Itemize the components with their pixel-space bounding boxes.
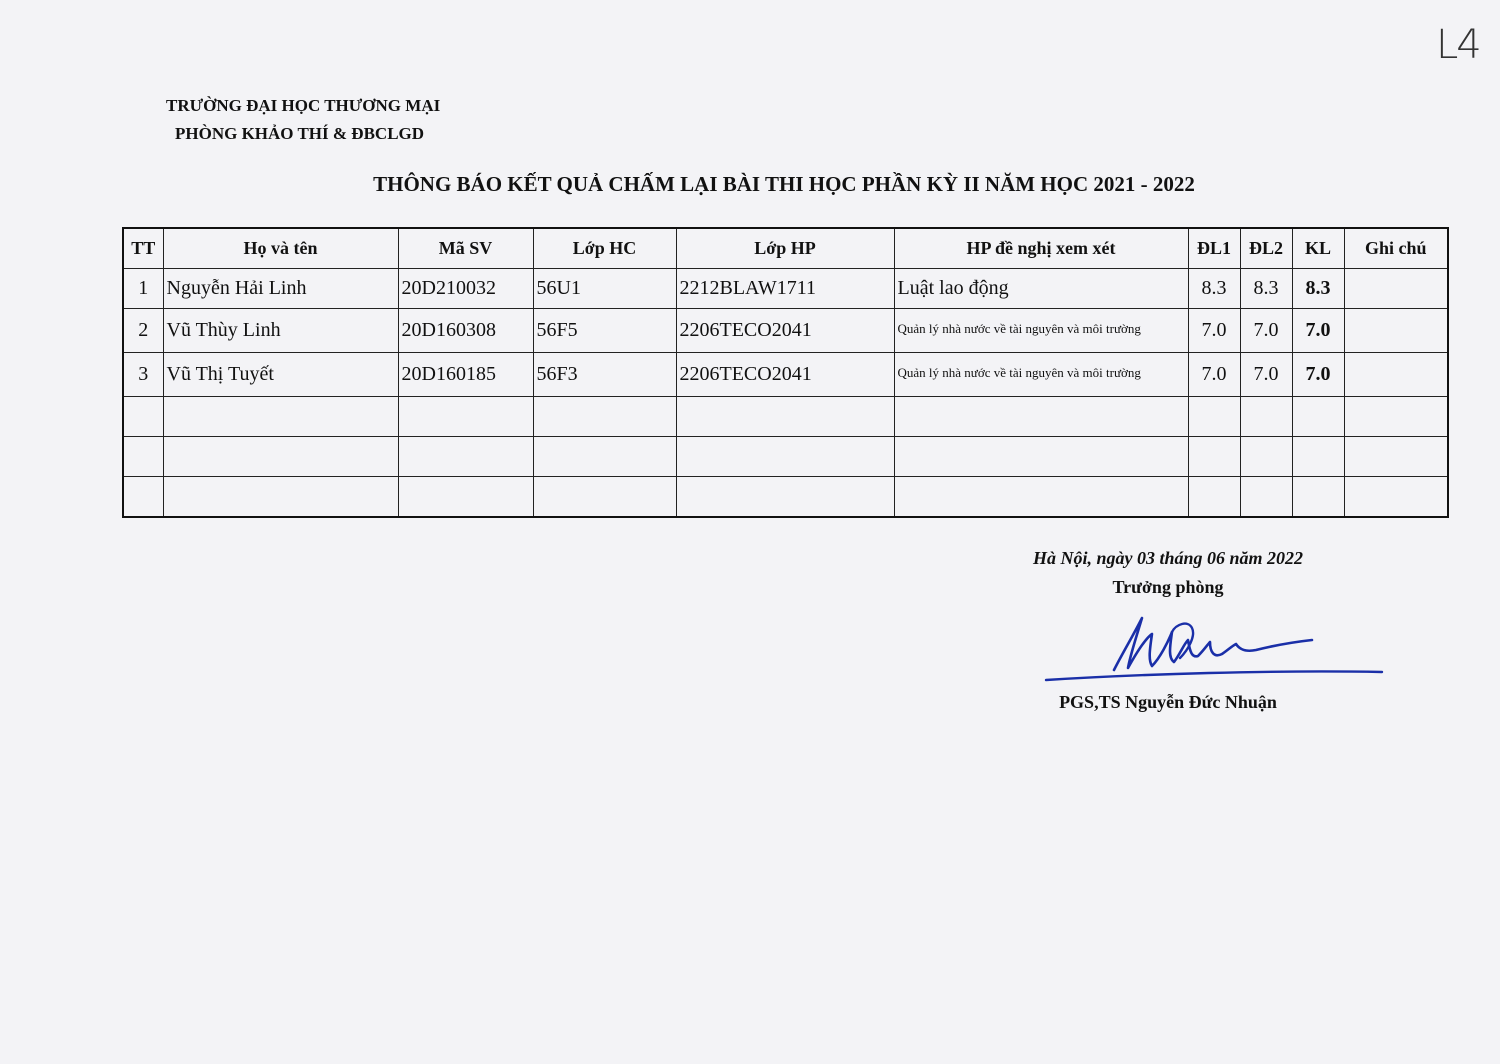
cell-course-class: 2206TECO2041 — [676, 353, 894, 397]
handwritten-signature — [1042, 604, 1387, 686]
organization-header — [166, 92, 440, 148]
cell-note — [1344, 353, 1448, 397]
cell-course: Quản lý nhà nước về tài nguyên và môi trường — [894, 353, 1188, 397]
cell-dl1: 8.3 — [1188, 269, 1240, 309]
empty-row — [123, 477, 1448, 518]
department-name: PHÒNG KHẢO THÍ & ĐBCLGD — [175, 124, 425, 143]
cell-tt: 2 — [123, 309, 163, 353]
cell-course-class: 2206TECO2041 — [676, 309, 894, 353]
signer-role: Trưởng phòng — [1112, 577, 1224, 597]
cell-name: Vũ Thị Tuyết — [163, 353, 398, 397]
cell-kl: 7.0 — [1292, 353, 1344, 397]
cell-dl2: 8.3 — [1240, 269, 1292, 309]
col-header-admin-class: Lớp HC — [533, 228, 676, 269]
cell-note — [1344, 309, 1448, 353]
cell-dl2: 7.0 — [1240, 309, 1292, 353]
col-header-dl2: ĐL2 — [1240, 228, 1292, 269]
page-number-mark: L4 — [1436, 22, 1480, 68]
col-header-name: Họ và tên — [163, 228, 398, 269]
university-name: TRƯỜNG ĐẠI HỌC THƯƠNG MẠI — [166, 96, 441, 115]
cell-dl1: 7.0 — [1188, 353, 1240, 397]
col-header-note: Ghi chú — [1344, 228, 1448, 269]
cell-tt: 3 — [123, 353, 163, 397]
cell-name: Vũ Thùy Linh — [163, 309, 398, 353]
col-header-course: HP đề nghị xem xét — [894, 228, 1188, 269]
results-table — [122, 227, 1449, 518]
cell-kl: 8.3 — [1292, 269, 1344, 309]
empty-row — [123, 397, 1448, 437]
cell-tt: 1 — [123, 269, 163, 309]
col-header-course-class: Lớp HP — [676, 228, 894, 269]
col-header-kl: KL — [1292, 228, 1344, 269]
table-row — [123, 269, 1448, 309]
col-header-student-id: Mã SV — [398, 228, 533, 269]
cell-admin-class: 56U1 — [533, 269, 676, 309]
table-row — [123, 353, 1448, 397]
cell-student-id: 20D160185 — [398, 353, 533, 397]
table-header-row — [123, 228, 1448, 269]
cell-admin-class: 56F5 — [533, 309, 676, 353]
cell-name: Nguyễn Hải Linh — [163, 269, 398, 309]
cell-dl1: 7.0 — [1188, 309, 1240, 353]
col-header-tt: TT — [123, 228, 163, 269]
cell-course: Quản lý nhà nước về tài nguyên và môi trường — [894, 309, 1188, 353]
empty-row — [123, 437, 1448, 477]
table-row — [123, 309, 1448, 353]
cell-admin-class: 56F3 — [533, 353, 676, 397]
col-header-dl1: ĐL1 — [1188, 228, 1240, 269]
signer-name: PGS,TS Nguyễn Đức Nhuận — [1059, 692, 1277, 712]
cell-student-id: 20D160308 — [398, 309, 533, 353]
document-title: THÔNG BÁO KẾT QUẢ CHẤM LẠI BÀI THI HỌC PHẦN KỲ II NĂM HỌC 2021 - 2022 — [373, 172, 1195, 196]
cell-note — [1344, 269, 1448, 309]
cell-student-id: 20D210032 — [398, 269, 533, 309]
cell-course: Luật lao động — [894, 269, 1188, 309]
cell-dl2: 7.0 — [1240, 353, 1292, 397]
date-line: Hà Nội, ngày 03 tháng 06 năm 2022 — [1032, 548, 1304, 568]
signature-block — [968, 548, 1368, 598]
cell-kl: 7.0 — [1292, 309, 1344, 353]
cell-course-class: 2212BLAW1711 — [676, 269, 894, 309]
